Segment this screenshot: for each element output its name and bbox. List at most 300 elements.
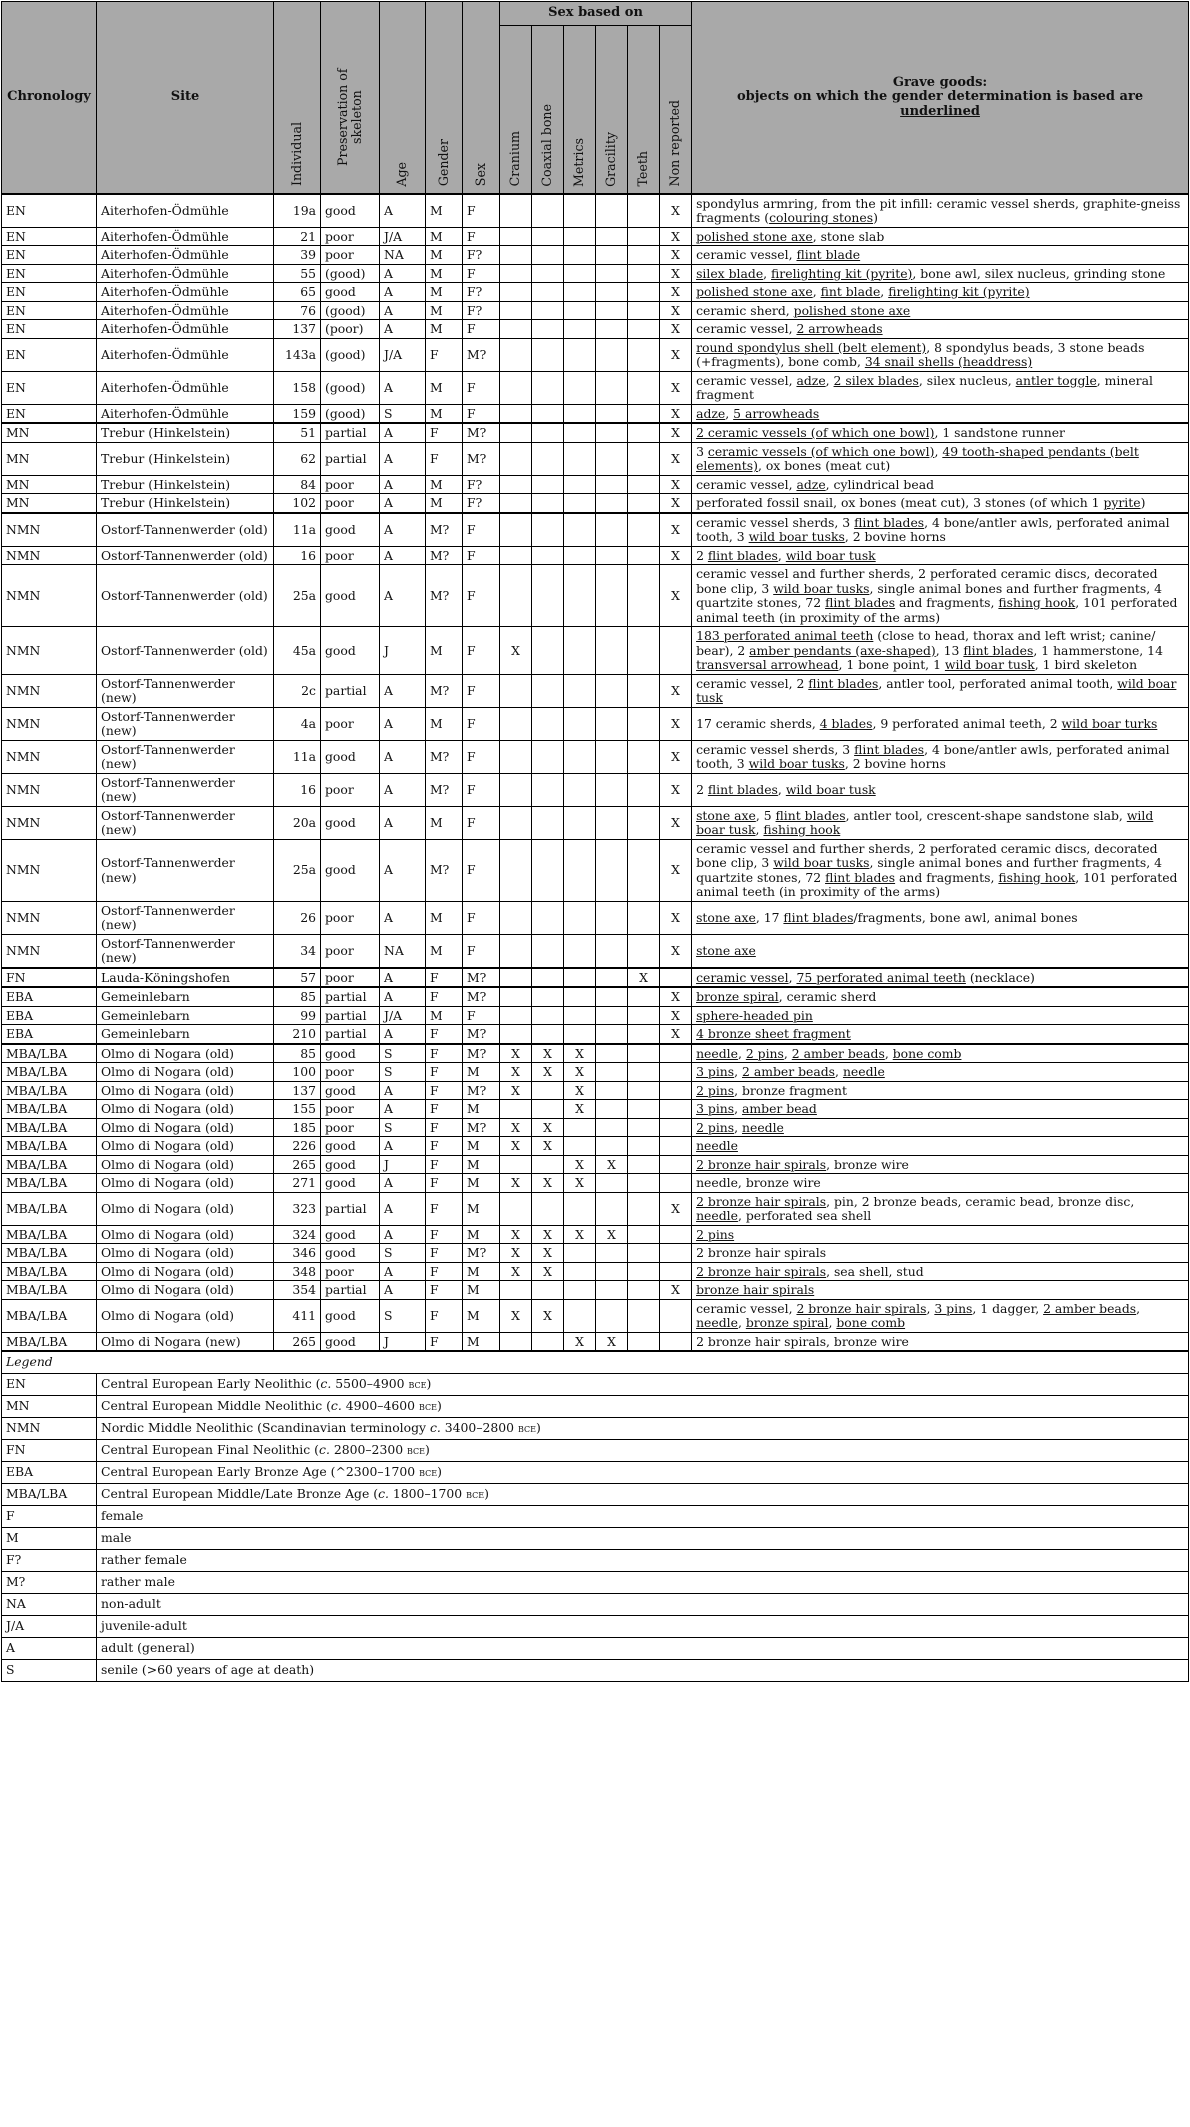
cell-grave-goods: ceramic vessel, adze, cylindrical bead bbox=[692, 475, 1189, 494]
cell-gender: F bbox=[426, 338, 463, 371]
cell-chronology: EN bbox=[2, 338, 97, 371]
cell-site: Trebur (Hinkelstein) bbox=[97, 494, 274, 513]
cell-grave-goods: silex blade, firelighting kit (pyrite), bone awl, silex nucleus, grinding stone bbox=[692, 264, 1189, 283]
cell-grave-goods: polished stone axe, fint blade, firelighting kit (pyrite) bbox=[692, 283, 1189, 302]
cell-preservation: good bbox=[321, 740, 380, 773]
cell-grave-goods: ceramic vessel sherds, 3 flint blades, 4 bone/antler awls, perforated animal tooth, 3 wild boar tusks, 2 bovine horns bbox=[692, 513, 1189, 547]
cell-metrics bbox=[564, 283, 596, 302]
table-row bbox=[2, 934, 1189, 968]
cell-coaxial-bone bbox=[532, 707, 564, 740]
cell-non-reported: X bbox=[660, 1006, 692, 1025]
cell-individual: 16 bbox=[274, 546, 321, 565]
cell-metrics bbox=[564, 546, 596, 565]
cell-coaxial-bone bbox=[532, 674, 564, 707]
cell-grave-goods: ceramic vessel, flint blade bbox=[692, 246, 1189, 265]
cell-individual: 45a bbox=[274, 627, 321, 675]
cell-non-reported bbox=[660, 1118, 692, 1137]
cell-metrics bbox=[564, 264, 596, 283]
cell-non-reported: X bbox=[660, 1025, 692, 1044]
cell-gender: F bbox=[426, 1137, 463, 1156]
cell-individual: 26 bbox=[274, 901, 321, 934]
cell-sex: F bbox=[463, 901, 500, 934]
cell-coaxial-bone bbox=[532, 565, 564, 627]
cell-gender: M bbox=[426, 194, 463, 228]
col-header-individual: Individual bbox=[274, 2, 321, 194]
cell-gender: M bbox=[426, 494, 463, 513]
cell-preservation: partial bbox=[321, 423, 380, 442]
cell-preservation: good bbox=[321, 1137, 380, 1156]
legend-row bbox=[2, 1484, 1189, 1506]
cell-chronology: NMN bbox=[2, 546, 97, 565]
cell-cranium bbox=[500, 674, 532, 707]
cell-teeth bbox=[628, 1155, 660, 1174]
cell-age: NA bbox=[380, 934, 426, 968]
cell-coaxial-bone bbox=[532, 1006, 564, 1025]
cell-cranium: X bbox=[500, 1063, 532, 1082]
legend-code: M? bbox=[2, 1572, 97, 1594]
cell-chronology: EBA bbox=[2, 1006, 97, 1025]
cell-coaxial-bone: X bbox=[532, 1044, 564, 1063]
cell-individual: 21 bbox=[274, 227, 321, 246]
cell-grave-goods: ceramic vessel, 2 bronze hair spirals, 3 pins, 1 dagger, 2 amber beads, needle, bronze spiral, bone comb bbox=[692, 1299, 1189, 1332]
cell-non-reported: X bbox=[660, 246, 692, 265]
cell-teeth bbox=[628, 264, 660, 283]
cell-preservation: poor bbox=[321, 968, 380, 988]
cell-preservation: partial bbox=[321, 1025, 380, 1044]
cell-metrics bbox=[564, 494, 596, 513]
cell-chronology: EN bbox=[2, 283, 97, 302]
cell-metrics bbox=[564, 442, 596, 475]
cell-gender: F bbox=[426, 1281, 463, 1300]
cell-grave-goods: needle, 2 pins, 2 amber beads, bone comb bbox=[692, 1044, 1189, 1063]
cell-chronology: NMN bbox=[2, 806, 97, 839]
cell-chronology: MN bbox=[2, 494, 97, 513]
cell-age: A bbox=[380, 1025, 426, 1044]
cell-preservation: partial bbox=[321, 1192, 380, 1225]
cell-sex: F bbox=[463, 1006, 500, 1025]
cell-gender: M bbox=[426, 627, 463, 675]
cell-metrics: X bbox=[564, 1225, 596, 1244]
cell-age: S bbox=[380, 1244, 426, 1263]
cell-grave-goods: adze, 5 arrowheads bbox=[692, 404, 1189, 423]
cell-metrics bbox=[564, 773, 596, 806]
cell-age: A bbox=[380, 901, 426, 934]
cell-cranium bbox=[500, 475, 532, 494]
cell-individual: 102 bbox=[274, 494, 321, 513]
cell-metrics: X bbox=[564, 1174, 596, 1193]
cell-gender: M bbox=[426, 934, 463, 968]
cell-metrics bbox=[564, 1281, 596, 1300]
cell-teeth bbox=[628, 320, 660, 339]
cell-gracility bbox=[596, 740, 628, 773]
cell-chronology: NMN bbox=[2, 565, 97, 627]
cell-gracility bbox=[596, 773, 628, 806]
cell-metrics bbox=[564, 806, 596, 839]
cell-gracility bbox=[596, 1244, 628, 1263]
cell-gracility bbox=[596, 1118, 628, 1137]
cell-age: A bbox=[380, 1100, 426, 1119]
cell-coaxial-bone bbox=[532, 227, 564, 246]
cell-cranium bbox=[500, 227, 532, 246]
cell-site: Olmo di Nogara (old) bbox=[97, 1299, 274, 1332]
legend-description: juvenile-adult bbox=[97, 1616, 1189, 1638]
cell-metrics bbox=[564, 934, 596, 968]
cell-gracility bbox=[596, 968, 628, 988]
cell-gender: F bbox=[426, 1155, 463, 1174]
cell-non-reported bbox=[660, 1299, 692, 1332]
cell-metrics bbox=[564, 301, 596, 320]
table-row bbox=[2, 1118, 1189, 1137]
cell-gracility: X bbox=[596, 1155, 628, 1174]
cell-teeth bbox=[628, 227, 660, 246]
cell-sex: M bbox=[463, 1299, 500, 1332]
cell-individual: 324 bbox=[274, 1225, 321, 1244]
cell-teeth bbox=[628, 194, 660, 228]
col-header-chronology: Chronology bbox=[2, 2, 97, 194]
cell-preservation: partial bbox=[321, 442, 380, 475]
cell-coaxial-bone bbox=[532, 301, 564, 320]
cell-gender: M bbox=[426, 1006, 463, 1025]
cell-cranium bbox=[500, 283, 532, 302]
cell-gracility bbox=[596, 806, 628, 839]
cell-teeth bbox=[628, 987, 660, 1006]
table-row bbox=[2, 1081, 1189, 1100]
cell-chronology: EN bbox=[2, 246, 97, 265]
col-header-cranium: Cranium bbox=[500, 26, 532, 194]
cell-preservation: poor bbox=[321, 1100, 380, 1119]
cell-chronology: EN bbox=[2, 227, 97, 246]
table-row bbox=[2, 1044, 1189, 1063]
cell-teeth bbox=[628, 674, 660, 707]
cell-gender: F bbox=[426, 987, 463, 1006]
cell-gender: F bbox=[426, 1081, 463, 1100]
cell-sex: F bbox=[463, 565, 500, 627]
cell-metrics bbox=[564, 338, 596, 371]
cell-chronology: MN bbox=[2, 423, 97, 442]
cell-grave-goods: ceramic vessel, 2 flint blades, antler tool, perforated animal tooth, wild boar tusk bbox=[692, 674, 1189, 707]
cell-teeth bbox=[628, 1332, 660, 1351]
cell-preservation: good bbox=[321, 1332, 380, 1351]
cell-sex: M bbox=[463, 1174, 500, 1193]
cell-site: Aiterhofen-Ödmühle bbox=[97, 194, 274, 228]
cell-chronology: NMN bbox=[2, 934, 97, 968]
legend-code: F? bbox=[2, 1550, 97, 1572]
cell-coaxial-bone bbox=[532, 423, 564, 442]
cell-gender: M bbox=[426, 404, 463, 423]
cell-chronology: EN bbox=[2, 301, 97, 320]
cell-grave-goods: 2 flint blades, wild boar tusk bbox=[692, 546, 1189, 565]
cell-cranium bbox=[500, 987, 532, 1006]
table-row bbox=[2, 707, 1189, 740]
cell-sex: M bbox=[463, 1332, 500, 1351]
cell-cranium bbox=[500, 565, 532, 627]
cell-metrics: X bbox=[564, 1332, 596, 1351]
cell-gender: M bbox=[426, 901, 463, 934]
cell-age: A bbox=[380, 475, 426, 494]
cell-age: A bbox=[380, 1225, 426, 1244]
cell-preservation: partial bbox=[321, 674, 380, 707]
cell-age: A bbox=[380, 987, 426, 1006]
cell-gracility bbox=[596, 1192, 628, 1225]
cell-site: Trebur (Hinkelstein) bbox=[97, 442, 274, 475]
cell-teeth bbox=[628, 773, 660, 806]
cell-gender: F bbox=[426, 1118, 463, 1137]
cell-preservation: good bbox=[321, 283, 380, 302]
cell-coaxial-bone: X bbox=[532, 1118, 564, 1137]
cell-cranium: X bbox=[500, 1244, 532, 1263]
cell-site: Olmo di Nogara (old) bbox=[97, 1244, 274, 1263]
cell-coaxial-bone bbox=[532, 475, 564, 494]
cell-chronology: EN bbox=[2, 371, 97, 404]
cell-preservation: good bbox=[321, 1044, 380, 1063]
cell-teeth bbox=[628, 1225, 660, 1244]
cell-sex: M bbox=[463, 1262, 500, 1281]
cell-cranium bbox=[500, 301, 532, 320]
cell-grave-goods: bronze hair spirals bbox=[692, 1281, 1189, 1300]
cell-site: Aiterhofen-Ödmühle bbox=[97, 338, 274, 371]
table-row bbox=[2, 1299, 1189, 1332]
cell-cranium bbox=[500, 442, 532, 475]
cell-individual: 100 bbox=[274, 1063, 321, 1082]
cell-sex: F? bbox=[463, 246, 500, 265]
table-row bbox=[2, 1100, 1189, 1119]
cell-gracility bbox=[596, 1044, 628, 1063]
cell-age: A bbox=[380, 371, 426, 404]
legend-row bbox=[2, 1616, 1189, 1638]
col-header-grave-goods bbox=[692, 2, 1189, 194]
cell-gracility bbox=[596, 1025, 628, 1044]
cell-gender: M bbox=[426, 246, 463, 265]
cell-site: Olmo di Nogara (old) bbox=[97, 1100, 274, 1119]
cell-gracility bbox=[596, 1100, 628, 1119]
cell-coaxial-bone bbox=[532, 1332, 564, 1351]
cell-grave-goods: 2 pins, needle bbox=[692, 1118, 1189, 1137]
cell-age: S bbox=[380, 1118, 426, 1137]
cell-metrics bbox=[564, 1137, 596, 1156]
cell-cranium bbox=[500, 1006, 532, 1025]
cell-chronology: MN bbox=[2, 475, 97, 494]
legend-description: rather female bbox=[97, 1550, 1189, 1572]
cell-metrics bbox=[564, 371, 596, 404]
cell-gracility bbox=[596, 320, 628, 339]
cell-age: A bbox=[380, 264, 426, 283]
cell-site: Olmo di Nogara (old) bbox=[97, 1281, 274, 1300]
cell-individual: 16 bbox=[274, 773, 321, 806]
cell-grave-goods: ceramic vessel, 2 arrowheads bbox=[692, 320, 1189, 339]
table-row bbox=[2, 1225, 1189, 1244]
cell-sex: F bbox=[463, 740, 500, 773]
table-row bbox=[2, 1174, 1189, 1193]
cell-individual: 137 bbox=[274, 1081, 321, 1100]
cell-coaxial-bone bbox=[532, 546, 564, 565]
cell-age: A bbox=[380, 674, 426, 707]
cell-teeth bbox=[628, 934, 660, 968]
cell-cranium bbox=[500, 901, 532, 934]
col-header-age: Age bbox=[380, 2, 426, 194]
cell-cranium bbox=[500, 371, 532, 404]
cell-gender: M? bbox=[426, 839, 463, 901]
cell-teeth: X bbox=[628, 968, 660, 988]
cell-gracility bbox=[596, 707, 628, 740]
cell-age: A bbox=[380, 283, 426, 302]
cell-non-reported bbox=[660, 1225, 692, 1244]
cell-metrics bbox=[564, 707, 596, 740]
cell-non-reported: X bbox=[660, 338, 692, 371]
table-row bbox=[2, 371, 1189, 404]
cell-grave-goods: 2 pins, bronze fragment bbox=[692, 1081, 1189, 1100]
col-header-non-reported: Non reported bbox=[660, 26, 692, 194]
cell-non-reported: X bbox=[660, 546, 692, 565]
cell-teeth bbox=[628, 565, 660, 627]
cell-coaxial-bone: X bbox=[532, 1174, 564, 1193]
cell-gracility bbox=[596, 227, 628, 246]
legend-description: Central European Middle Neolithic (c. 4900–4600 bce) bbox=[97, 1396, 1189, 1418]
cell-non-reported: X bbox=[660, 1281, 692, 1300]
cell-preservation: poor bbox=[321, 707, 380, 740]
cell-age: A bbox=[380, 194, 426, 228]
legend-code: MN bbox=[2, 1396, 97, 1418]
cell-teeth bbox=[628, 246, 660, 265]
cell-coaxial-bone: X bbox=[532, 1137, 564, 1156]
table-row bbox=[2, 1281, 1189, 1300]
cell-metrics bbox=[564, 987, 596, 1006]
legend-code: S bbox=[2, 1660, 97, 1682]
cell-chronology: EBA bbox=[2, 1025, 97, 1044]
cell-sex: F? bbox=[463, 283, 500, 302]
cell-sex: F bbox=[463, 513, 500, 547]
cell-sex: M bbox=[463, 1063, 500, 1082]
cell-non-reported bbox=[660, 627, 692, 675]
cell-age: A bbox=[380, 1137, 426, 1156]
table-row bbox=[2, 1155, 1189, 1174]
cell-grave-goods: needle bbox=[692, 1137, 1189, 1156]
cell-non-reported: X bbox=[660, 565, 692, 627]
cell-cranium bbox=[500, 707, 532, 740]
cell-sex: F? bbox=[463, 494, 500, 513]
cell-teeth bbox=[628, 740, 660, 773]
cell-gracility bbox=[596, 1262, 628, 1281]
legend-row bbox=[2, 1660, 1189, 1682]
cell-gender: M bbox=[426, 301, 463, 320]
table-row bbox=[2, 338, 1189, 371]
cell-site: Olmo di Nogara (old) bbox=[97, 1192, 274, 1225]
cell-age: A bbox=[380, 442, 426, 475]
cell-gracility bbox=[596, 475, 628, 494]
cell-individual: 25a bbox=[274, 839, 321, 901]
cell-non-reported bbox=[660, 1063, 692, 1082]
cell-chronology: MBA/LBA bbox=[2, 1155, 97, 1174]
cell-non-reported: X bbox=[660, 839, 692, 901]
cell-metrics: X bbox=[564, 1155, 596, 1174]
cell-site: Olmo di Nogara (old) bbox=[97, 1262, 274, 1281]
cell-grave-goods: 2 bronze hair spirals, pin, 2 bronze beads, ceramic bead, bronze disc, needle, perforated sea shell bbox=[692, 1192, 1189, 1225]
cell-sex: M? bbox=[463, 423, 500, 442]
cell-preservation: poor bbox=[321, 227, 380, 246]
cell-preservation: (good) bbox=[321, 338, 380, 371]
cell-sex: F bbox=[463, 839, 500, 901]
cell-grave-goods: 2 flint blades, wild boar tusk bbox=[692, 773, 1189, 806]
cell-grave-goods: ceramic vessel, 75 perforated animal teeth (necklace) bbox=[692, 968, 1189, 988]
cell-chronology: NMN bbox=[2, 674, 97, 707]
table-row bbox=[2, 475, 1189, 494]
cell-teeth bbox=[628, 1244, 660, 1263]
cell-age: NA bbox=[380, 246, 426, 265]
cell-gender: M? bbox=[426, 674, 463, 707]
cell-individual: 85 bbox=[274, 987, 321, 1006]
cell-gender: M bbox=[426, 707, 463, 740]
cell-metrics bbox=[564, 475, 596, 494]
cell-site: Ostorf-Tannenwerder (new) bbox=[97, 773, 274, 806]
cell-sex: F bbox=[463, 194, 500, 228]
cell-gracility bbox=[596, 423, 628, 442]
cell-age: A bbox=[380, 565, 426, 627]
cell-age: A bbox=[380, 1081, 426, 1100]
cell-non-reported: X bbox=[660, 513, 692, 547]
cell-site: Ostorf-Tannenwerder (new) bbox=[97, 740, 274, 773]
cell-cranium: X bbox=[500, 1225, 532, 1244]
cell-cranium bbox=[500, 773, 532, 806]
cell-age: J/A bbox=[380, 338, 426, 371]
cell-metrics bbox=[564, 194, 596, 228]
cell-sex: M bbox=[463, 1100, 500, 1119]
cell-chronology: NMN bbox=[2, 773, 97, 806]
legend-title-row bbox=[2, 1351, 1189, 1374]
cell-coaxial-bone bbox=[532, 1192, 564, 1225]
cell-cranium bbox=[500, 494, 532, 513]
cell-chronology: MBA/LBA bbox=[2, 1281, 97, 1300]
cell-preservation: good bbox=[321, 565, 380, 627]
cell-sex: M? bbox=[463, 968, 500, 988]
cell-individual: 185 bbox=[274, 1118, 321, 1137]
cell-teeth bbox=[628, 1174, 660, 1193]
legend-code: J/A bbox=[2, 1616, 97, 1638]
cell-coaxial-bone bbox=[532, 283, 564, 302]
cell-site: Ostorf-Tannenwerder (new) bbox=[97, 674, 274, 707]
cell-site: Olmo di Nogara (old) bbox=[97, 1137, 274, 1156]
cell-metrics bbox=[564, 901, 596, 934]
legend-row bbox=[2, 1462, 1189, 1484]
cell-teeth bbox=[628, 371, 660, 404]
legend-code: EN bbox=[2, 1374, 97, 1396]
cell-cranium: X bbox=[500, 1262, 532, 1281]
table-row bbox=[2, 901, 1189, 934]
table-row bbox=[2, 968, 1189, 988]
cell-metrics bbox=[564, 513, 596, 547]
cell-grave-goods: ceramic vessel sherds, 3 flint blades, 4 bone/antler awls, perforated animal tooth, 3 wild boar tusks, 2 bovine horns bbox=[692, 740, 1189, 773]
cell-sex: F bbox=[463, 371, 500, 404]
cell-site: Olmo di Nogara (old) bbox=[97, 1225, 274, 1244]
cell-cranium bbox=[500, 740, 532, 773]
cell-site: Olmo di Nogara (old) bbox=[97, 1174, 274, 1193]
cell-sex: F bbox=[463, 674, 500, 707]
cell-gracility bbox=[596, 442, 628, 475]
table-row bbox=[2, 404, 1189, 423]
cell-sex: M? bbox=[463, 987, 500, 1006]
cell-cranium bbox=[500, 320, 532, 339]
cell-sex: M? bbox=[463, 1081, 500, 1100]
legend-row bbox=[2, 1418, 1189, 1440]
cell-age: A bbox=[380, 1174, 426, 1193]
cell-chronology: NMN bbox=[2, 627, 97, 675]
legend-description: Central European Early Bronze Age (^2300–1700 bce) bbox=[97, 1462, 1189, 1484]
col-header-gender: Gender bbox=[426, 2, 463, 194]
legend-code: FN bbox=[2, 1440, 97, 1462]
cell-non-reported: X bbox=[660, 264, 692, 283]
cell-teeth bbox=[628, 423, 660, 442]
cell-grave-goods: stone axe, 17 flint blades/fragments, bone awl, animal bones bbox=[692, 901, 1189, 934]
cell-sex: F bbox=[463, 627, 500, 675]
grave-goods-note: objects on which the gender determination is based are underlined bbox=[736, 89, 1144, 119]
